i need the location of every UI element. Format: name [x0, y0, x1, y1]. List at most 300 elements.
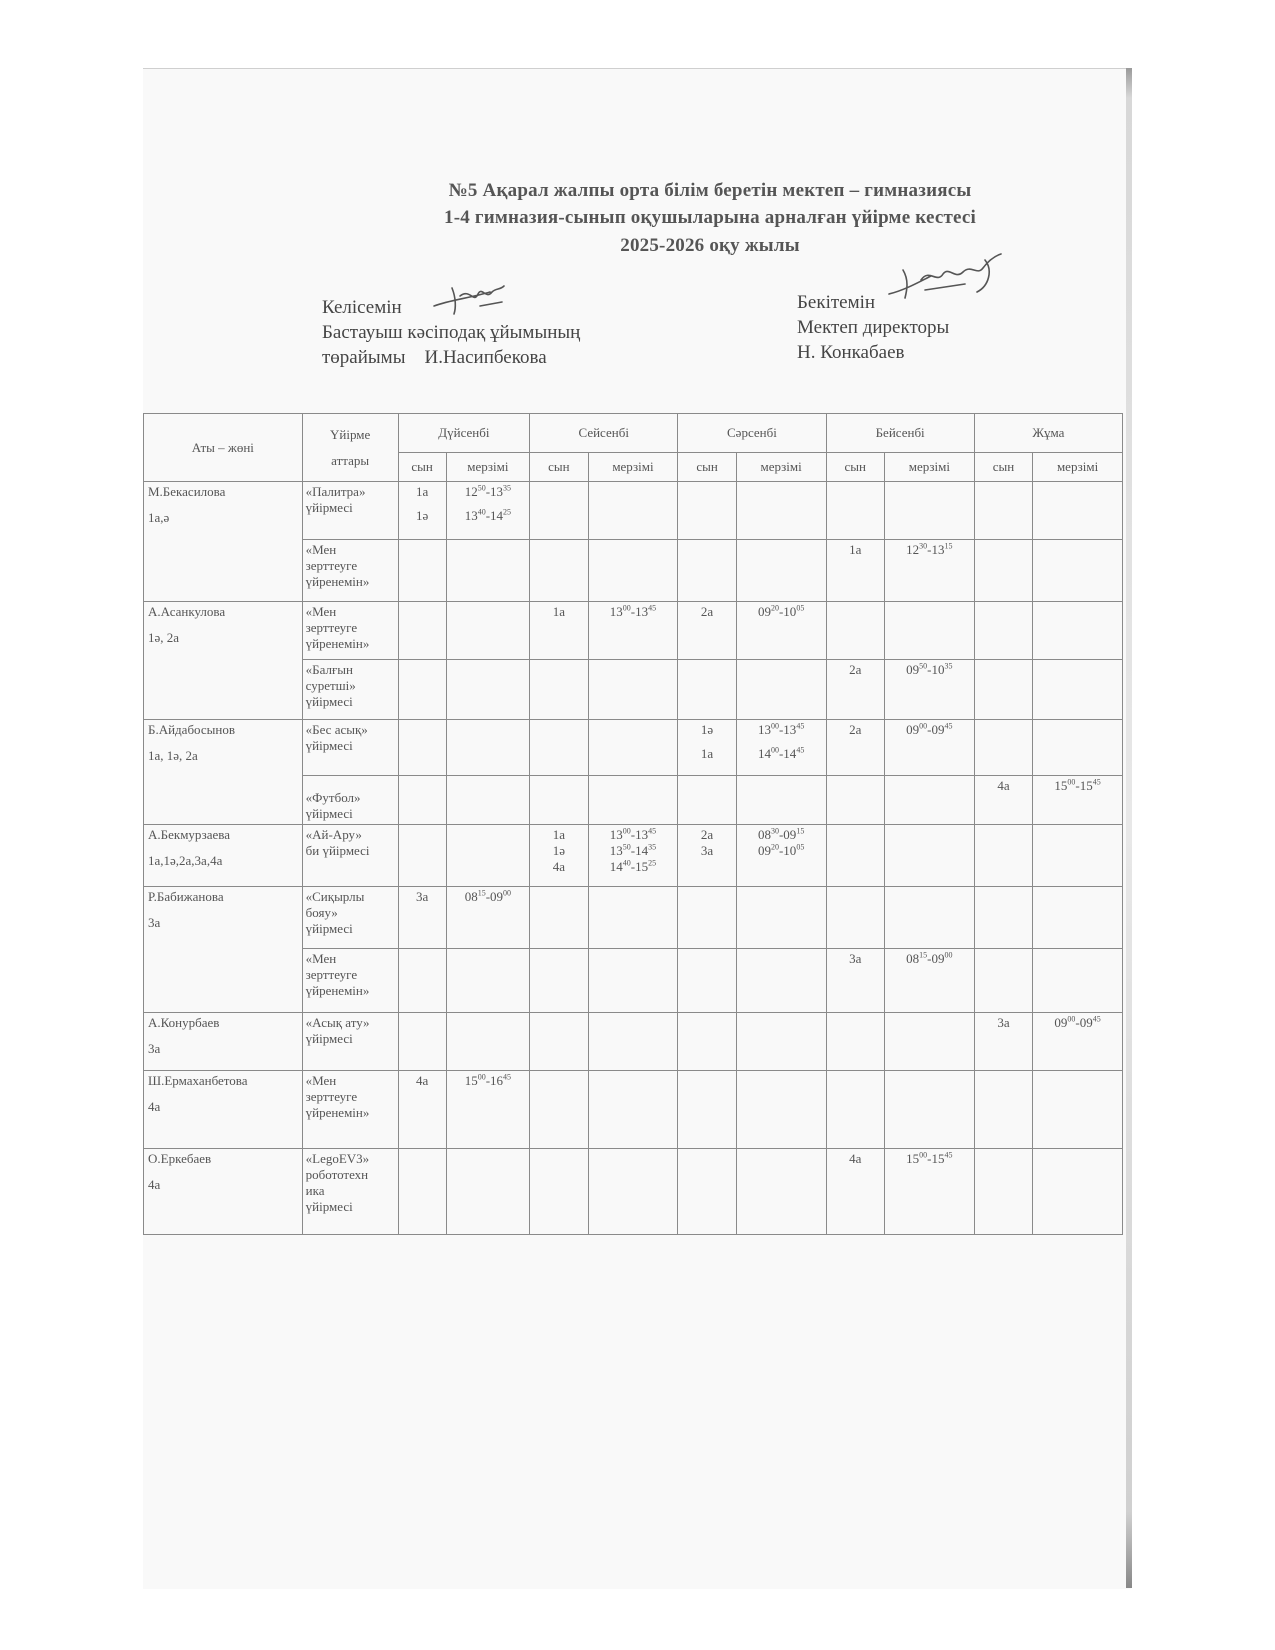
club-name-line: би үйірмесі	[305, 843, 370, 858]
empty-cell	[588, 720, 678, 776]
scan-edge-shadow	[1126, 68, 1132, 1588]
table-row	[144, 720, 1123, 776]
header-class: сын	[530, 453, 588, 482]
time-cell	[588, 825, 678, 887]
empty-cell	[588, 1149, 678, 1235]
empty-cell	[588, 1013, 678, 1071]
club-cell	[302, 540, 398, 602]
teacher-name: А.Асанкулова	[148, 604, 226, 619]
time-part: 45	[648, 826, 657, 836]
club-name-line: «Палитра»	[305, 484, 366, 499]
time-part: 40	[477, 507, 486, 517]
club-cell	[302, 1013, 398, 1071]
empty-cell	[736, 482, 826, 540]
empty-cell	[678, 660, 736, 720]
teacher-cell	[144, 887, 303, 1013]
header-time: мерзімі	[736, 453, 826, 482]
time-part: 09	[906, 722, 920, 737]
club-name-line: зерттеуге	[305, 620, 358, 635]
time-part: 15	[1054, 778, 1068, 793]
empty-cell	[530, 720, 588, 776]
time-part: 05	[796, 842, 805, 852]
time-part: 50	[622, 842, 631, 852]
approval-right-name: Н. Конкабаев	[797, 342, 905, 363]
time-value	[740, 722, 823, 738]
time-part: -14	[778, 746, 797, 761]
empty-cell	[1033, 540, 1123, 602]
time-cell	[736, 602, 826, 660]
club-name-line: үйірмесі	[305, 738, 353, 753]
time-part: 40	[622, 858, 631, 868]
empty-cell	[826, 602, 884, 660]
time-part: -10	[778, 843, 797, 858]
table-row	[144, 602, 1123, 660]
time-part: -13	[485, 484, 504, 499]
class-value: 1ә	[416, 508, 429, 523]
time-part: -15	[927, 1151, 945, 1166]
club-name-line: «Мен	[305, 604, 337, 619]
time-part: 45	[503, 1072, 512, 1082]
teacher-name: Ш.Ермаханбетова	[148, 1073, 248, 1088]
header-time: мерзімі	[884, 453, 974, 482]
time-cell	[884, 949, 974, 1013]
schedule-table	[143, 413, 1123, 1235]
empty-cell	[446, 1149, 529, 1235]
club-name-line: робототехн	[305, 1167, 369, 1182]
time-part: 30	[770, 826, 779, 836]
empty-cell	[678, 1149, 736, 1235]
time-part: 15	[796, 826, 805, 836]
empty-cell	[398, 825, 446, 887]
club-name-line: үйірмесі	[305, 500, 353, 515]
empty-cell	[446, 1013, 529, 1071]
teacher-cell	[144, 482, 303, 602]
club-name-line: «Ай-Ару»	[305, 827, 362, 842]
table-row	[144, 482, 1123, 540]
header-time: мерзімі	[588, 453, 678, 482]
time-cell	[884, 660, 974, 720]
time-part: -14	[630, 843, 649, 858]
empty-cell	[974, 825, 1032, 887]
empty-cell	[736, 1071, 826, 1149]
time-part: 35	[648, 842, 657, 852]
empty-cell	[530, 482, 588, 540]
class-cell: 4а	[826, 1149, 884, 1235]
club-name-line: үйірмесі	[305, 806, 353, 821]
club-name-line: «Мен	[305, 951, 337, 966]
time-part: -09	[485, 889, 504, 904]
empty-cell	[678, 1071, 736, 1149]
time-part: 00	[503, 888, 512, 898]
empty-cell	[398, 776, 446, 825]
time-part: 45	[944, 721, 953, 731]
time-part: 00	[944, 950, 953, 960]
class-value: 4а	[552, 859, 565, 874]
time-part: -13	[927, 542, 945, 557]
header-time: мерзімі	[1033, 453, 1123, 482]
empty-cell	[1033, 949, 1123, 1013]
time-part: 50	[477, 483, 486, 493]
header-time: мерзімі	[446, 453, 529, 482]
empty-cell	[736, 887, 826, 949]
time-part: 00	[919, 721, 928, 731]
time-part: -13	[630, 604, 649, 619]
empty-cell	[974, 887, 1032, 949]
club-cell	[302, 482, 398, 540]
club-name-line: зерттеуге	[305, 1089, 358, 1104]
time-part: -09	[927, 722, 945, 737]
time-cell	[1033, 1013, 1123, 1071]
header-class: сын	[398, 453, 446, 482]
header-day-tue: Сейсенбі	[530, 414, 678, 453]
empty-cell	[884, 602, 974, 660]
time-cell	[736, 720, 826, 776]
empty-cell	[1033, 1071, 1123, 1149]
header-day-wed: Сәрсенбі	[678, 414, 826, 453]
time-cell	[736, 825, 826, 887]
empty-cell	[530, 540, 588, 602]
teacher-cell	[144, 602, 303, 720]
title-year: 2025-2026 оқу жылы	[620, 235, 800, 256]
teacher-name: А.Конурбаев	[148, 1015, 220, 1030]
club-name-line: үйірмесі	[305, 1031, 353, 1046]
class-value: 2а	[700, 827, 714, 842]
time-part: 20	[770, 603, 779, 613]
time-part: -14	[485, 508, 504, 523]
time-part: 15	[919, 950, 928, 960]
club-cell	[302, 1149, 398, 1235]
header-club-line2: аттары	[331, 452, 370, 468]
teacher-name: Б.Айдабосынов	[148, 722, 235, 737]
header-row-days	[144, 414, 1123, 453]
class-cell: 3а	[974, 1013, 1032, 1071]
empty-cell	[884, 825, 974, 887]
empty-cell	[826, 825, 884, 887]
table-row	[144, 825, 1123, 887]
empty-cell	[398, 1013, 446, 1071]
class-value: 1а	[700, 746, 714, 761]
empty-cell	[974, 949, 1032, 1013]
header-club	[302, 414, 398, 482]
time-value	[450, 484, 526, 500]
empty-cell	[588, 949, 678, 1013]
empty-cell	[446, 776, 529, 825]
time-cell	[588, 602, 678, 660]
empty-cell	[1033, 660, 1123, 720]
club-name-line: үйренемін»	[305, 1105, 370, 1120]
time-part: 30	[919, 541, 928, 551]
class-cell: 4а	[974, 776, 1032, 825]
empty-cell	[678, 949, 736, 1013]
time-part: -16	[485, 1073, 504, 1088]
club-name-line: үйірмесі	[305, 1199, 353, 1214]
empty-cell	[398, 660, 446, 720]
time-cell	[1033, 776, 1123, 825]
club-name-line: «Мен	[305, 542, 337, 557]
teacher-name: М.Бекасилова	[148, 484, 226, 499]
empty-cell	[530, 1149, 588, 1235]
time-part: 09	[906, 662, 920, 677]
class-value: 1а	[416, 484, 429, 499]
club-cell	[302, 1071, 398, 1149]
empty-cell	[678, 776, 736, 825]
empty-cell	[530, 1013, 588, 1071]
empty-cell	[398, 540, 446, 602]
club-cell	[302, 660, 398, 720]
empty-cell	[446, 825, 529, 887]
empty-cell	[736, 776, 826, 825]
empty-cell	[588, 660, 678, 720]
empty-cell	[446, 720, 529, 776]
club-name-line: «Мен	[305, 1073, 337, 1088]
empty-cell	[826, 887, 884, 949]
empty-cell	[530, 887, 588, 949]
time-part: 00	[1067, 1014, 1076, 1024]
time-part: -13	[778, 722, 797, 737]
empty-cell	[974, 540, 1032, 602]
table-row	[144, 1013, 1123, 1071]
class-cell: 3а	[826, 949, 884, 1013]
time-part: -15	[630, 859, 649, 874]
header-class: сын	[974, 453, 1032, 482]
empty-cell	[884, 887, 974, 949]
time-part: 09	[757, 843, 771, 858]
time-part: 13	[609, 604, 623, 619]
time-cell	[446, 1071, 529, 1149]
teacher-classes: 1ә, 2а	[148, 630, 180, 645]
time-value	[592, 859, 675, 875]
class-cell: 2а	[826, 720, 884, 776]
empty-cell	[530, 949, 588, 1013]
empty-cell	[1033, 720, 1123, 776]
teacher-classes: 1а, 1ә, 2а	[148, 748, 198, 763]
club-name-line: «Сиқырлы	[305, 889, 365, 904]
approval-left-org: Бастауыш кәсіподақ ұйымының	[322, 322, 581, 343]
time-part: 08	[464, 889, 478, 904]
time-cell	[884, 540, 974, 602]
empty-cell	[678, 1013, 736, 1071]
time-part: -09	[927, 951, 945, 966]
empty-cell	[884, 482, 974, 540]
empty-cell	[826, 1013, 884, 1071]
empty-cell	[398, 1149, 446, 1235]
time-part: -13	[630, 827, 649, 842]
time-value	[450, 508, 526, 524]
header-class: сын	[678, 453, 736, 482]
time-part: 45	[648, 603, 657, 613]
empty-cell	[1033, 825, 1123, 887]
empty-cell	[1033, 887, 1123, 949]
empty-cell	[974, 720, 1032, 776]
teacher-classes: 3а	[148, 1041, 161, 1056]
class-cell	[678, 720, 736, 776]
teacher-classes: 1а,ә	[148, 510, 170, 525]
class-cell: 1а	[826, 540, 884, 602]
club-name-line: үйренемін»	[305, 983, 370, 998]
teacher-cell	[144, 1149, 303, 1235]
time-value	[740, 827, 823, 843]
empty-cell	[1033, 602, 1123, 660]
club-name-line: зерттеуге	[305, 967, 358, 982]
table-row	[144, 1071, 1123, 1149]
class-cell	[678, 825, 736, 887]
club-name-line: «Футбол»	[305, 790, 361, 805]
time-part: 20	[770, 842, 779, 852]
time-part: 00	[770, 721, 779, 731]
empty-cell	[398, 602, 446, 660]
teacher-classes: 3а	[148, 915, 161, 930]
title-school: №5 Ақарал жалпы орта білім беретін мектеп – гимназиясы	[448, 180, 972, 201]
time-part: 45	[796, 745, 805, 755]
approval-left-role: төрайымы	[322, 347, 406, 368]
time-part: 12	[464, 484, 478, 499]
empty-cell	[678, 887, 736, 949]
time-value	[740, 746, 823, 762]
time-part: 00	[622, 826, 631, 836]
club-cell	[302, 825, 398, 887]
time-part: 45	[944, 1150, 953, 1160]
time-part: 15	[906, 1151, 920, 1166]
approval-left-name: И.Насипбекова	[424, 347, 547, 368]
time-part: 09	[757, 604, 771, 619]
time-part: -15	[1075, 778, 1093, 793]
empty-cell	[530, 776, 588, 825]
club-name-line: «Асық ату»	[305, 1015, 370, 1030]
teacher-name: О.Еркебаев	[148, 1151, 212, 1166]
empty-cell	[826, 482, 884, 540]
class-value: 3а	[700, 843, 714, 858]
empty-cell	[588, 887, 678, 949]
time-part: 15	[477, 888, 486, 898]
empty-cell	[884, 1071, 974, 1149]
club-name-line: ика	[305, 1183, 325, 1198]
time-part: 08	[757, 827, 771, 842]
club-name-line: үйірмесі	[305, 921, 353, 936]
teacher-classes: 1а,1ә,2а,3а,4а	[148, 853, 223, 868]
time-part: 15	[464, 1073, 478, 1088]
table-row	[144, 887, 1123, 949]
club-name-line: үйірмесі	[305, 694, 353, 709]
header-day-thu: Бейсенбі	[826, 414, 974, 453]
header-club-line1: Үйірме	[330, 426, 371, 442]
signature-right-icon	[885, 250, 1010, 310]
time-cell	[884, 720, 974, 776]
empty-cell	[446, 540, 529, 602]
empty-cell	[974, 1071, 1032, 1149]
club-cell	[302, 602, 398, 660]
title-schedule: 1-4 гимназия-сынып оқушыларына арналған үйірме кестесі	[444, 207, 976, 228]
time-part: 13	[757, 722, 771, 737]
empty-cell	[530, 1071, 588, 1149]
header-class: сын	[826, 453, 884, 482]
time-part: 13	[609, 827, 623, 842]
time-part: -09	[778, 827, 797, 842]
time-part: 45	[796, 721, 805, 731]
empty-cell	[588, 1071, 678, 1149]
club-name-line: бояу»	[305, 905, 338, 920]
empty-cell	[736, 949, 826, 1013]
time-value	[592, 843, 675, 859]
empty-cell	[446, 660, 529, 720]
empty-cell	[826, 776, 884, 825]
club-cell	[302, 887, 398, 949]
time-value	[592, 827, 675, 843]
club-name-line: үйренемін»	[305, 636, 370, 651]
table-row	[144, 1149, 1123, 1235]
club-name-line: «Бес асық»	[305, 722, 368, 737]
club-cell	[302, 720, 398, 776]
time-value	[740, 843, 823, 859]
empty-cell	[974, 602, 1032, 660]
club-name-line: суретші»	[305, 678, 356, 693]
empty-cell	[588, 776, 678, 825]
empty-cell	[398, 720, 446, 776]
time-part: 09	[1054, 1015, 1068, 1030]
time-part: -10	[927, 662, 945, 677]
empty-cell	[588, 540, 678, 602]
header-name: Аты – жөні	[144, 414, 303, 482]
time-part: 14	[609, 859, 623, 874]
teacher-cell	[144, 1013, 303, 1071]
empty-cell	[1033, 1149, 1123, 1235]
signature-left-icon	[430, 278, 515, 318]
time-part: 00	[1067, 777, 1076, 787]
time-part: 00	[770, 745, 779, 755]
time-part: -10	[778, 604, 797, 619]
class-cell: 4а	[398, 1071, 446, 1149]
header-day-mon: Дүйсенбі	[398, 414, 529, 453]
empty-cell	[678, 540, 736, 602]
class-cell: 3а	[398, 887, 446, 949]
time-part: 05	[796, 603, 805, 613]
club-name-line: үйренемін»	[305, 574, 370, 589]
class-value: 1ә	[552, 843, 565, 858]
time-part: 00	[477, 1072, 486, 1082]
time-part: 45	[1092, 777, 1101, 787]
empty-cell	[588, 482, 678, 540]
teacher-name: Р.Бабижанова	[148, 889, 224, 904]
time-part: 25	[503, 507, 512, 517]
class-cell: 2а	[826, 660, 884, 720]
time-part: 12	[906, 542, 920, 557]
class-value: 1а	[552, 827, 565, 842]
time-part: 35	[503, 483, 512, 493]
empty-cell	[736, 660, 826, 720]
header-day-fri: Жұма	[974, 414, 1122, 453]
club-name-line: «Балғын	[305, 662, 353, 677]
teacher-classes: 4а	[148, 1099, 161, 1114]
empty-cell	[974, 660, 1032, 720]
club-cell	[302, 949, 398, 1013]
class-cell	[398, 482, 446, 540]
approval-left-label: Келісемін	[322, 297, 402, 318]
empty-cell	[736, 1149, 826, 1235]
empty-cell	[530, 660, 588, 720]
empty-cell	[884, 776, 974, 825]
time-part: 13	[609, 843, 623, 858]
club-name-line: зерттеуге	[305, 558, 358, 573]
time-part: 00	[919, 1150, 928, 1160]
empty-cell	[884, 1013, 974, 1071]
approval-right-role: Мектеп директоры	[797, 317, 950, 338]
teacher-classes: 4а	[148, 1177, 161, 1192]
empty-cell	[736, 1013, 826, 1071]
time-part: 25	[648, 858, 657, 868]
class-cell: 1а	[530, 602, 588, 660]
empty-cell	[826, 1071, 884, 1149]
approval-left-person	[322, 345, 580, 370]
time-part: 08	[906, 951, 920, 966]
